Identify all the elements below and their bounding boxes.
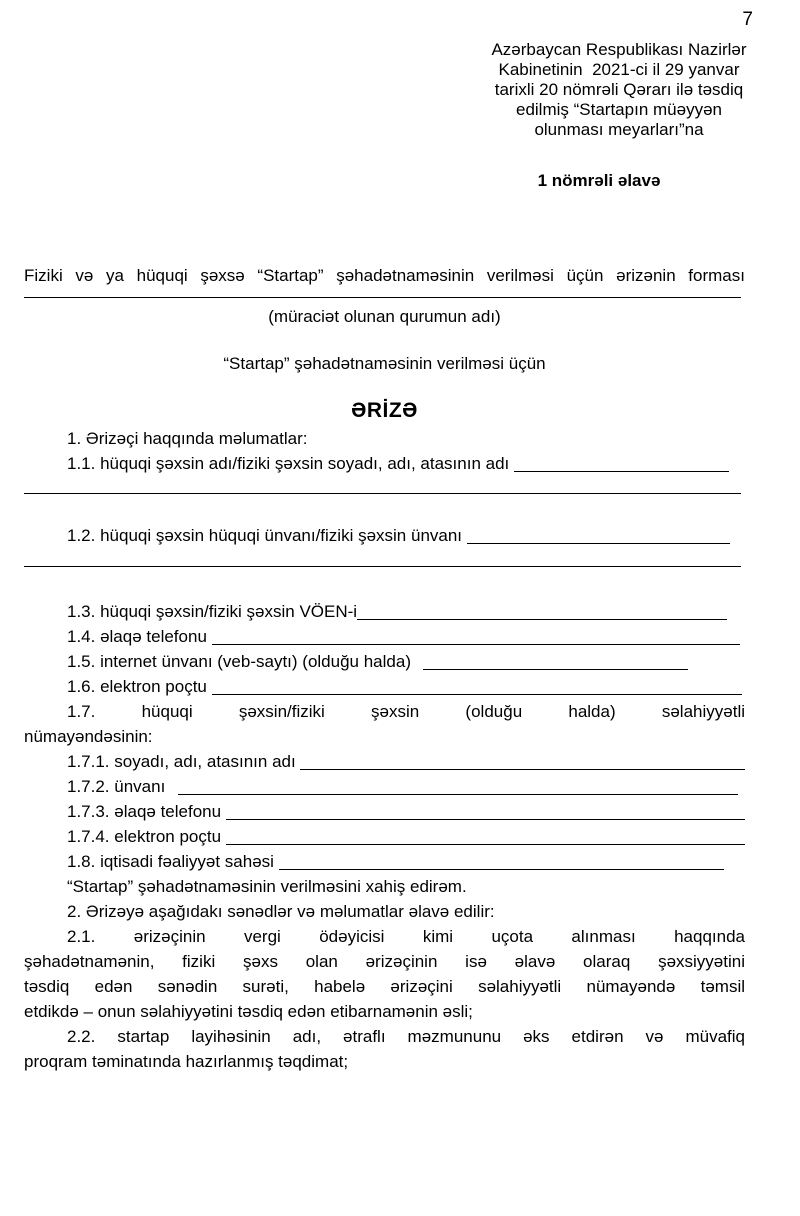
fill-in-line xyxy=(357,619,727,620)
paragraph-2-1-line: 2.1. ərizəçinin vergi ödəyicisi kimi uçota alınması haqqında xyxy=(67,927,745,946)
fill-in-line xyxy=(514,471,729,472)
fill-in-line-continuation xyxy=(24,493,741,494)
approval-line: Kabinetinin 2021-ci il 29 yanvar xyxy=(498,60,740,79)
field-1-7-line2: nümayəndəsinin: xyxy=(24,727,153,746)
section-2-heading: 2. Ərizəyə aşağıdakı sənədlər və məlumatlar əlavə edilir: xyxy=(67,902,495,921)
section-1-heading: 1. Ərizəçi haqqında məlumatlar: xyxy=(67,429,308,448)
page-number: 7 xyxy=(742,9,753,30)
fill-in-line xyxy=(300,769,745,770)
form-caption: Fiziki və ya hüquqi şəxsə “Startap” şəhadətnaməsinin verilməsi üçün ərizənin forması xyxy=(24,266,745,285)
fill-in-line xyxy=(279,869,724,870)
fill-in-line xyxy=(467,543,730,544)
field-1-5 xyxy=(24,649,745,674)
fill-in-line xyxy=(226,844,745,845)
approval-line: olunması meyarları”na xyxy=(534,120,704,139)
paragraph-2-1-line: etdikdə – onun səlahiyyətini təsdiq edən etibarnamənin əsli; xyxy=(24,1002,473,1021)
field-1-3 xyxy=(24,599,745,624)
form-content xyxy=(0,263,800,1074)
paragraph-2-2-line: 2.2. startap layihəsinin adı, ətraflı məzmununu əks etdirən və müvafiq xyxy=(67,1027,745,1046)
request-statement: “Startap” şəhadətnaməsinin verilməsini xahiş edirəm. xyxy=(67,877,467,896)
field-1-8-label: 1.8. iqtisadi fəaliyyət sahəsi xyxy=(67,852,279,871)
fill-in-line xyxy=(212,644,740,645)
field-1-3-label: 1.3. hüquqi şəxsin/fiziki şəxsin VÖEN-i xyxy=(67,602,358,621)
paragraph-2-2-line: proqram təminatında hazırlanmış təqdimat; xyxy=(24,1052,349,1071)
appendix-label: 1 nömrəli əlavə xyxy=(537,171,661,190)
fill-in-line xyxy=(423,669,688,670)
institution-fill-line xyxy=(24,297,741,298)
field-1-7-2-label: 1.7.2. ünvanı xyxy=(67,777,171,796)
approval-line: Azərbaycan Respublikası Nazirlər xyxy=(491,40,747,59)
fill-in-line-continuation xyxy=(24,566,741,567)
field-1-7-line1: 1.7. hüquqi şəxsin/fiziki şəxsin (olduğu halda) səlahiyyətli xyxy=(67,702,745,721)
field-1-6-label: 1.6. elektron poçtu xyxy=(67,677,212,696)
form-subtitle: “Startap” şəhadətnaməsinin verilməsi üçün xyxy=(223,354,546,373)
line-annotation: (müraciət olunan qurumun adı) xyxy=(268,307,501,326)
approval-line: edilmiş “Startapın müəyyən xyxy=(516,100,722,119)
field-1-7-2 xyxy=(24,774,745,799)
field-1-7-3-label: 1.7.3. əlaqə telefonu xyxy=(67,802,226,821)
fill-in-line xyxy=(178,794,738,795)
field-1-2 xyxy=(24,523,745,548)
approval-reference xyxy=(454,40,784,191)
field-1-4 xyxy=(24,624,745,649)
field-1-1-label: 1.1. hüquqi şəxsin adı/fiziki şəxsin soyadı, adı, atasının adı xyxy=(67,454,514,473)
field-1-6 xyxy=(24,674,745,699)
field-1-7-4-label: 1.7.4. elektron poçtu xyxy=(67,827,226,846)
approval-line: tarixli 20 nömrəli Qərarı ilə təsdiq xyxy=(494,80,744,99)
field-1-4-label: 1.4. əlaqə telefonu xyxy=(67,627,212,646)
fill-in-line xyxy=(212,694,742,695)
form-title: ƏRİZƏ xyxy=(351,399,418,422)
field-1-2-label: 1.2. hüquqi şəxsin hüquqi ünvanı/fiziki şəxsin ünvanı xyxy=(67,526,467,545)
paragraph-2-1-line: şəhadətnamənin, fiziki şəxs olan ərizəçinin isə əlavə olaraq şəxsiyyətini xyxy=(24,952,745,971)
paragraph-2-1-line: təsdiq edən sənədin surəti, habelə ərizəçini səlahiyyətli nümayəndə təmsil xyxy=(24,977,745,996)
field-1-7-1-label: 1.7.1. soyadı, adı, atasının adı xyxy=(67,752,301,771)
field-1-1 xyxy=(24,451,745,476)
field-1-5-label: 1.5. internet ünvanı (veb-saytı) (olduğu halda) xyxy=(67,652,411,671)
field-1-8 xyxy=(24,849,745,874)
field-1-7-1 xyxy=(24,749,745,774)
field-1-7-3 xyxy=(24,799,745,824)
fill-in-line xyxy=(226,819,745,820)
field-1-7-4 xyxy=(24,824,745,849)
